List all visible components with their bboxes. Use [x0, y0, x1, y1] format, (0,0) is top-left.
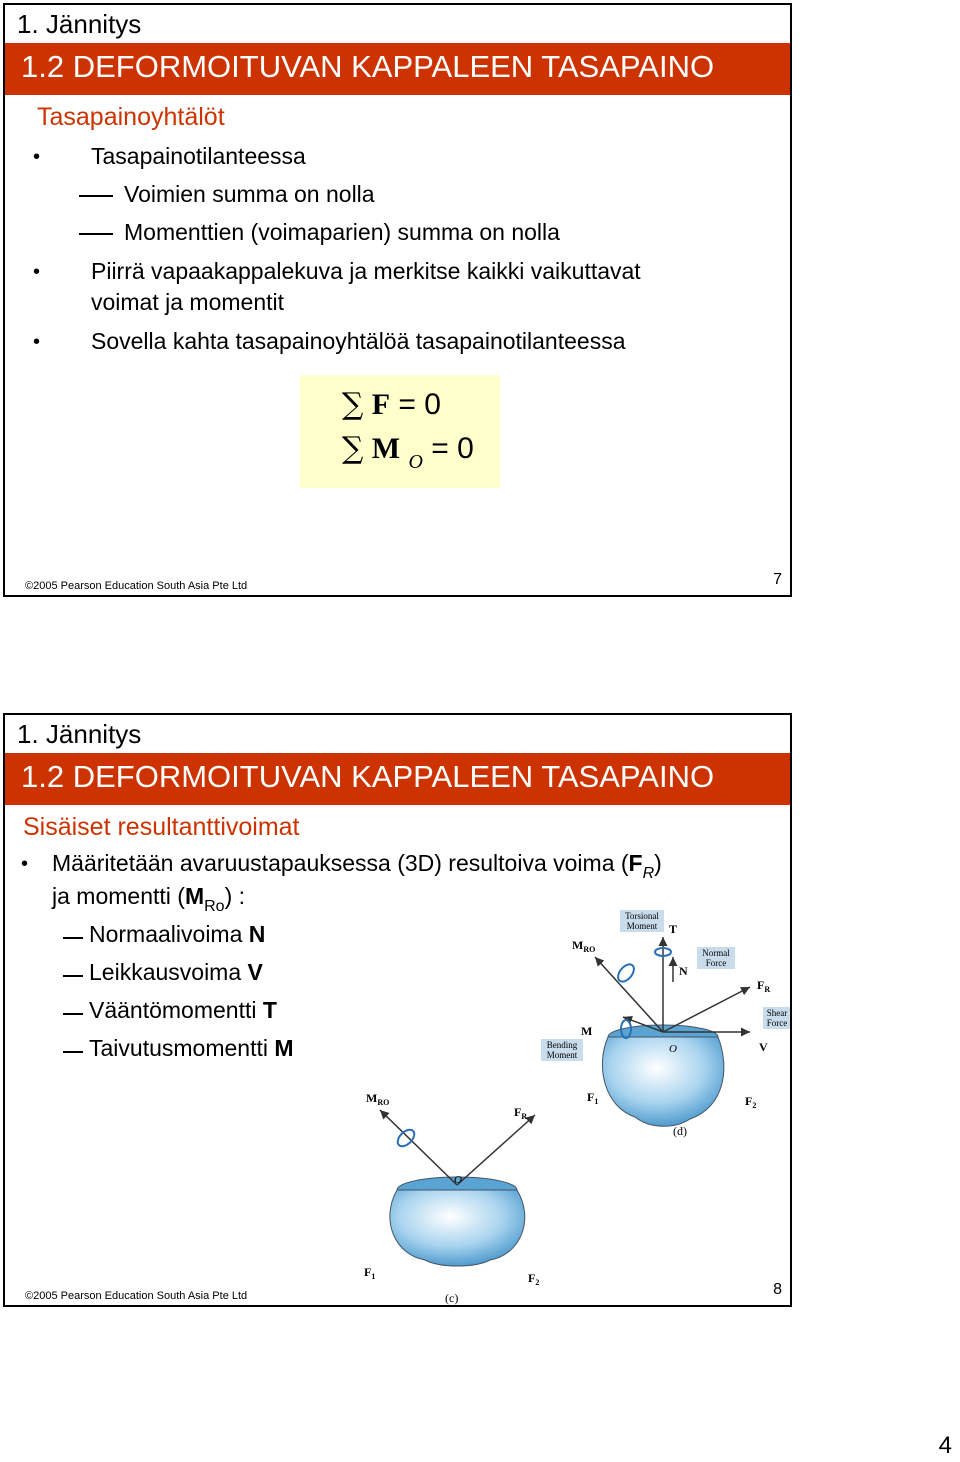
svg-text:MRO: $M_{RO}$	[366, 1091, 390, 1107]
svg-text:F1: $F_1$	[587, 1090, 599, 1106]
bullet-text-continued: voimat ja momentit	[91, 289, 285, 315]
svg-text:O: O	[669, 1043, 677, 1055]
copyright-icon: ©	[25, 1290, 34, 1302]
section-heading: Tasapainoyhtälöt	[37, 103, 225, 131]
force-equation: ∑ F = 0	[342, 387, 441, 422]
moment-resultant-arrow	[380, 1110, 457, 1185]
bending-label: Bending	[546, 1040, 578, 1050]
svg-text:Moment: Moment	[626, 921, 658, 931]
svg-text:F2: $F_2$	[745, 1094, 757, 1110]
moment-curl-icon	[395, 1127, 418, 1150]
copyright-footer: ©2005 Pearson Education South Asia Pte Ltd	[25, 580, 248, 592]
title-banner	[5, 43, 790, 95]
moment-curl-icon	[615, 961, 637, 984]
svg-text:Moment: Moment	[546, 1050, 578, 1060]
svg-text:FR: $F_R$	[514, 1105, 528, 1121]
bullet-text: Piirrä vapaakappalekuva ja merkitse kaikki vaikuttavat	[91, 258, 641, 284]
figure-d-internal-loadings	[535, 907, 790, 1147]
shear-label: Shear	[766, 1008, 788, 1018]
dash-text: Voimien summa on nolla	[124, 181, 375, 207]
figure-c-resultants	[350, 1080, 570, 1305]
svg-text:Force: Force	[766, 1018, 788, 1028]
title-banner	[5, 753, 790, 805]
svg-text:FR: $F_R$	[757, 978, 771, 994]
dash-icon	[79, 195, 113, 197]
bullet-icon: •	[33, 146, 41, 168]
copyright-footer: ©2005 Pearson Education South Asia Pte Ltd	[25, 1290, 248, 1302]
chapter-title: 1. Jännitys	[17, 9, 142, 39]
dash-text: Vääntömomentti T	[89, 997, 277, 1023]
sum-icon: ∑	[342, 387, 364, 422]
page-number: 7	[773, 571, 782, 588]
svg-text:MRO: $M_{RO}$	[572, 938, 596, 954]
svg-text:Force: Force	[705, 958, 727, 968]
chapter-title: 1. Jännitys	[17, 719, 142, 749]
bullet-icon: •	[33, 261, 41, 283]
page-number: 8	[773, 1281, 782, 1298]
normal-label: Normal	[702, 948, 730, 958]
bullet-icon: •	[33, 331, 41, 353]
slide-title: 1.2 DEFORMOITUVAN KAPPALEEN TASAPAINO	[21, 759, 715, 794]
dash-icon	[63, 1013, 83, 1015]
dash-text: Taivutusmomentti M	[89, 1035, 294, 1061]
cut-body-icon	[390, 1177, 525, 1266]
dash-icon	[63, 975, 83, 977]
slide-8	[3, 713, 792, 1307]
equation-box	[300, 375, 500, 488]
figure-caption: (c)	[445, 1291, 459, 1305]
bullet-text: Määritetään avaruustapauksessa (3D) resultoiva voima $(F_R)$	[52, 850, 662, 882]
bullet-text: Sovella kahta tasapainoyhtälöä tasapainotilanteessa	[91, 328, 626, 354]
svg-text:T: T	[669, 922, 678, 936]
cut-body-icon	[602, 1025, 723, 1126]
moment-equation: ∑ M $_O$ = 0	[342, 431, 474, 473]
dash-text: Normaalivoima N	[89, 921, 266, 947]
dash-text: Momenttien (voimaparien) summa on nolla	[124, 219, 560, 245]
bullet-icon: •	[21, 853, 29, 875]
slide-7	[3, 3, 792, 597]
sum-icon: ∑	[342, 431, 364, 466]
copyright-icon: ©	[25, 580, 34, 592]
dash-text: Leikkausvoima V	[89, 959, 263, 985]
dash-icon	[63, 1051, 83, 1053]
section-heading: Sisäiset resultanttivoimat	[23, 813, 300, 841]
slide-title: 1.2 DEFORMOITUVAN KAPPALEEN TASAPAINO	[21, 49, 715, 84]
dash-icon	[79, 233, 113, 235]
torsional-label: Torsional	[625, 911, 659, 921]
force-resultant-arrow	[663, 987, 750, 1032]
force-resultant-arrow	[457, 1115, 535, 1185]
svg-text:M: M	[581, 1024, 593, 1038]
svg-text:N: N	[679, 964, 688, 978]
svg-text:V: V	[759, 1040, 768, 1054]
bullet-text-continued: ja momentti $(M_{Ro})$ :	[52, 883, 246, 915]
figure-caption: (d)	[673, 1124, 687, 1138]
dash-icon	[63, 937, 83, 939]
sheet-number: 4	[938, 1432, 952, 1459]
bullet-text: Tasapainotilanteessa	[91, 143, 306, 169]
svg-text:F1: $F_1$	[364, 1265, 376, 1281]
svg-text:O: O	[454, 1174, 462, 1186]
svg-text:F2: $F_2$	[528, 1271, 540, 1287]
